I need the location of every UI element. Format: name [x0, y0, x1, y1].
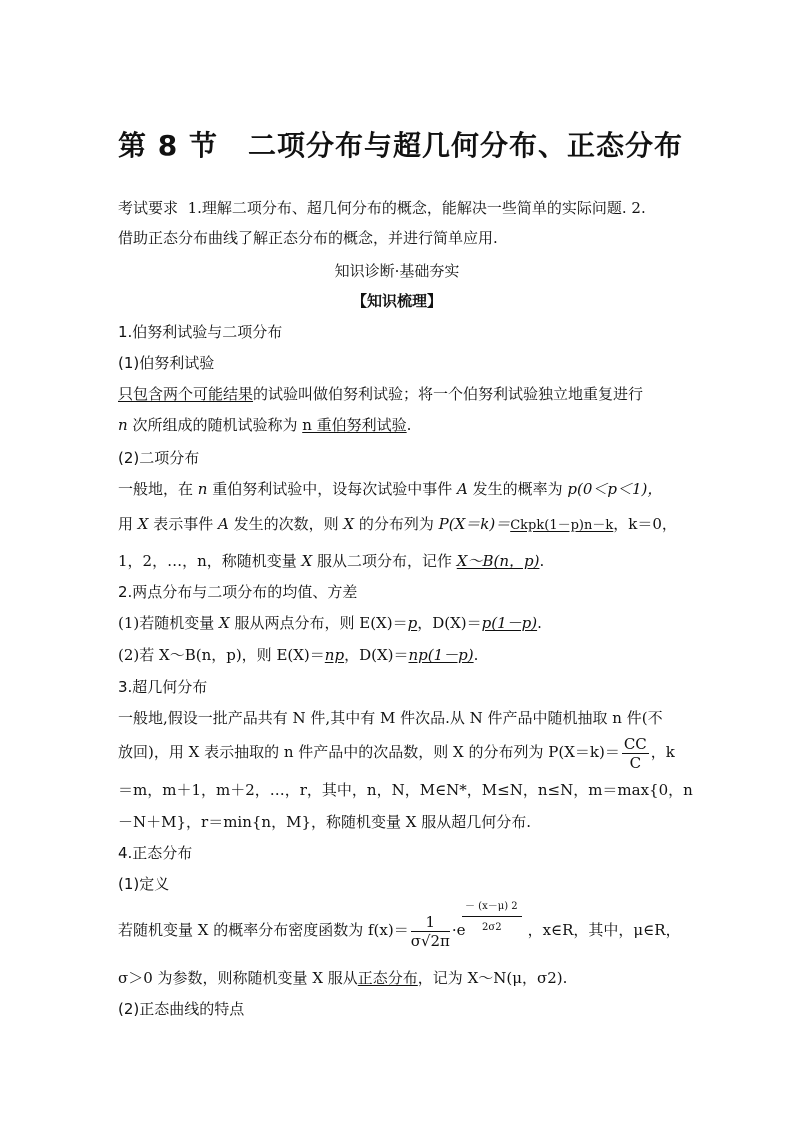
curve-features-heading: (2)正态曲线的特点: [118, 1000, 245, 1018]
two-point-line: (1)若随机变量 X 服从两点分布，则 E(X)＝p，D(X)＝p(1－p).: [118, 614, 542, 632]
binomial-line-3: 1，2，…，n，称随机变量 X 服从二项分布，记作 X～B(n，p).: [118, 552, 545, 570]
requirements-line-2: 借助正态分布曲线了解正态分布的概念，并进行简单应用.: [118, 229, 498, 247]
binomial-heading: (2)二项分布: [118, 449, 200, 467]
hypergeo-line-3: ＝m，m＋1，m＋2，…，r，其中，n，N，M∈N*，M≤N，n≤N，m＝max{0，n: [118, 781, 693, 799]
binomial-formula: Ckpk(1－p)n－k: [510, 518, 614, 533]
bernoulli-heading: (1)伯努利试验: [118, 354, 215, 372]
requirements-label: 考试要求: [118, 199, 179, 217]
binomial-line-1: 一般地，在 n 重伯努利试验中，设每次试验中事件 A 发生的概率为 p(0＜p＜1)，: [118, 480, 663, 498]
section-4-heading: 4.正态分布: [118, 844, 193, 862]
hypergeo-fraction: $\frac{CC}{C}$: [623, 734, 647, 772]
part-heading: 知识诊断·基础夯实: [334, 262, 460, 280]
page-title: [118, 124, 683, 164]
section-name: 二项分布与超几何分布、正态分布: [247, 129, 683, 162]
exponent-denominator: 2σ2: [482, 922, 502, 933]
sub-heading: 【知识梳理】: [351, 292, 442, 310]
section-number: 第 8 节: [118, 129, 218, 162]
bernoulli-line-1: 只包含两个可能结果的试验叫做伯努利试验；将一个伯努利试验独立地重复进行: [118, 385, 644, 403]
normal-density-line: 若随机变量 X 的概率分布密度函数为 f(x)＝ $\frac{1}{\sigma√2\pi}$ ·e ，x∈R，其中，μ∈R，: [118, 912, 681, 950]
density-fraction: $\frac{1}{\sigma√2\pi}$: [410, 912, 450, 950]
hypergeo-line-1: 一般地,假设一批产品共有 N 件,其中有 M 件次品.从 N 件产品中随机抽取 n 件(不: [118, 709, 663, 727]
hypergeo-line-2: 放回)，用 X 表示抽取的 n 件产品中的次品数，则 X 的分布列为 P(X＝k)＝ $\frac{CC}{C}$ ，k: [118, 734, 675, 772]
hypergeo-line-4: －N＋M}，r＝min{n，M}，称随机变量 X 服从超几何分布.: [118, 813, 531, 831]
binomial-line-2: 用 X 表示事件 A 发生的次数，则 X 的分布列为 P(X＝k)＝Ckpk(1－p)n－k，k＝0，: [118, 515, 677, 533]
normal-definition-line: σ＞0 为参数，则称随机变量 X 服从正态分布，记为 X～N(μ，σ2).: [118, 969, 568, 987]
section-3-heading: 3.超几何分布: [118, 678, 208, 696]
bernoulli-line-2: n 次所组成的随机试验称为 n 重伯努利试验.: [118, 416, 412, 434]
exponent-numerator: － (x－μ) 2: [465, 901, 518, 912]
binomial-mean-line: (2)若 X～B(n，p)，则 E(X)＝np，D(X)＝np(1－p).: [118, 646, 479, 664]
section-2-heading: 2.两点分布与二项分布的均值、方差: [118, 583, 358, 601]
section-1-heading: 1.伯努利试验与二项分布: [118, 323, 283, 341]
definition-heading: (1)定义: [118, 875, 170, 893]
requirements-line-1: 考试要求 1.理解二项分布、超几何分布的概念，能解决一些简单的实际问题. 2.: [118, 199, 646, 217]
